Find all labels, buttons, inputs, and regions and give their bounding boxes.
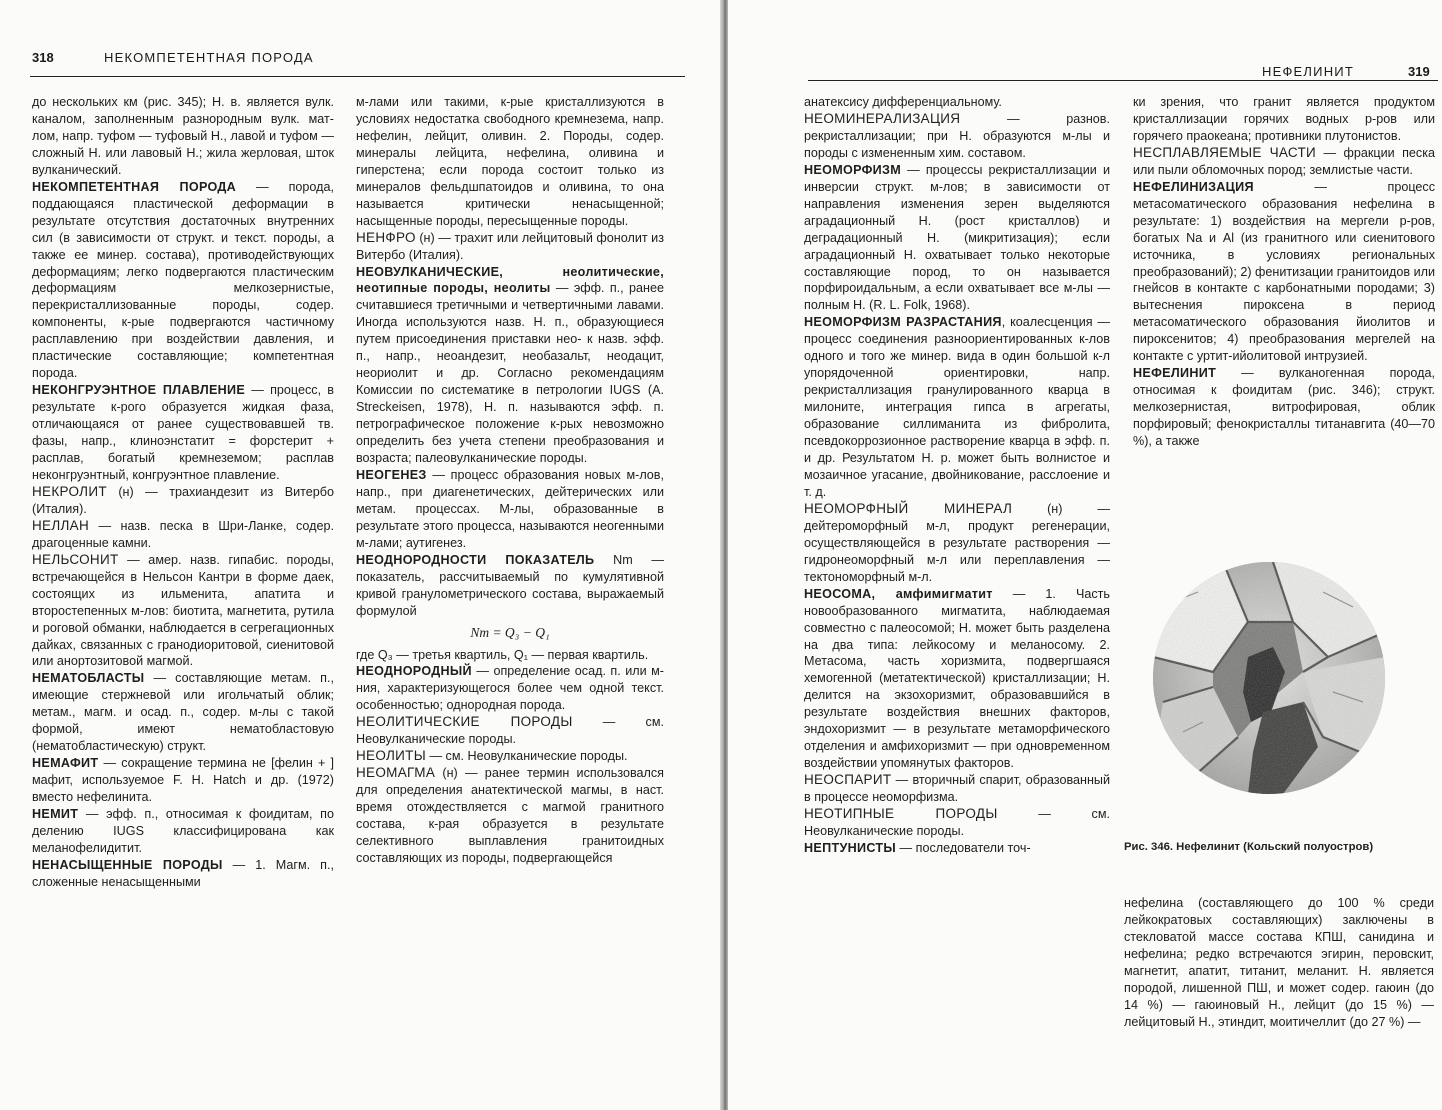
dictionary-entry [32,552,334,671]
entry-text: — разнов. рекристаллизации; при Н. образуются м-лы и породы с измененным хим. составом. [804,111,1110,160]
dictionary-entry [804,501,1110,586]
dictionary-entry [356,264,664,467]
entry-text: — составляющие метам. п., имеющие стержневой или игольчатый облик; метам., магм. и осад. п., содер. м-лы с такой формой, имеют нематобластовую (нематобластическую) структ. [32,671,334,754]
entry-headword: НЕОМОРФНЫЙ МИНЕРАЛ [804,500,1013,516]
entry-headword: НЕОГЕНЕЗ [356,467,427,482]
entry-headword: НЕЛЛАН [32,517,90,533]
dictionary-entry [804,314,1110,500]
dictionary-entry [1133,94,1435,145]
dictionary-entry [804,806,1110,840]
dictionary-entry [32,755,334,806]
dictionary-entry [804,772,1110,806]
entry-text: — 1. Магм. п., сложенные ненасыщенными [32,857,334,889]
entry-text: — 1. Часть новообразованного мигматита, наблюдаемая совместно с палеосомой; Н. может быть разделена на два типа: лейкосому и меланосому. 2. Метасома, часть хоризмита, подвергшаяся хемогенной (метатектической) кристаллизации; Н. делится на экзохоризмит, образовавшийся в результате воздействия внешних факторов, эндохоризмит — в результате метаморфического отделения и амфихоризмит — при одновременном воздействии упомянутых факторов. [804,586,1110,771]
entry-headword: НЕОМАГМА [356,765,436,781]
entry-text: (н) — дейтероморфный м-л, продукт регенерации, осуществляющейся в результате растворения — гидронеоморфный м-л или переплавления — тектономорфный м-л. [804,501,1110,584]
entry-text: — эфф. п., ранее считавшиеся третичными и четвертичными лавами. Иногда используются назв. Н. п., образующиеся путем присоединения приставки нео- к назв. эфф. п., напр., неоандезит, необазальт, неодацит, неориолит и др. Согласно рекомендациям Комиссии по систематике в петрологии IUGS (A. Streckeisen, 1978), Н. п. называются эфф. п. петрографическое положение к-рых невозможно определить без учета степени преобразования и возраста; палеовулканические породы. [356,281,664,466]
entry-headword: НЕМАТОБЛАСТЫ [32,671,145,686]
entry-headword: НЕОМИНЕРАЛИЗАЦИЯ [804,110,961,126]
header-rule [30,76,685,77]
entry-headword: НЕНФРО [356,229,416,245]
entry-headword: НЕКОНГРУЭНТНОЕ ПЛАВЛЕНИЕ [32,383,246,398]
entry-text: — порода, поддающаяся пластической деформации в результате отсутствия достаточных внутренних сил (в зависимости от структ. и текст. породы, а также ее минер. состава), противодействующих деформациям; легко подвергаются пластическим деформациям мелкозернистые, перекристаллизованные породы, содер. компоненты, к-рые подвергаются частичному расплавлению при воздействии давления, и пластические составляющие; компетентная порода. [32,179,334,381]
entry-headword: НЕОЛИТЫ [356,748,426,764]
entry-text: — см. Неовулканические породы. [356,715,665,747]
dictionary-entry [32,518,334,552]
running-title: НЕФЕЛИНИТ [1262,64,1354,79]
entry-text: — назв. песка в Шри-Ланке, содер. драгоценные камни. [32,518,334,550]
entry-headword: НЕМИТ [32,807,79,822]
entry-headword: НЕСПЛАВЛЯЕМЫЕ ЧАСТИ [1133,144,1317,160]
left-column-1 [32,94,334,891]
dictionary-entry [32,179,334,382]
entry-headword: НЕОДНОРОДНОСТИ ПОКАЗАТЕЛЬ [356,552,595,567]
dictionary-entry [1133,365,1435,450]
dictionary-entry [1133,145,1435,179]
entry-text: — процесс, в результате к-рого образуется жидкая фаза, отличающаяся от ранее существовавшей тв. фазы, напр., клиноэнстатит = форстерит + расплав, богатый кремнеземом; расплав неконгруэнтный, конгруэнтное плавление. [32,383,334,482]
entry-headword: НЕФЕЛИНИЗАЦИЯ [1133,179,1254,194]
entry-text: (н) — трахиандезит из Витербо (Италия). [32,484,334,516]
entry-text: (н) — ранее термин использовался для определения анатектической магмы, в наст. время отождествляется с магмой гранитного состава, к-рая образуется в результате селективного выплавления гранитоидных составляющих из породы, подвергающейся [356,766,664,865]
entry-text: Nm — показатель, рассчитываемый по кумулятивной кривой гранулометрического состава, выражаемый формулой [356,552,664,618]
dictionary-entry [804,94,1110,111]
entry-text: — эфф. п., относимая к фоидитам, по делению IUGS классифицирована как меланофелидитит. [32,807,334,855]
dictionary-entry [356,552,664,620]
entry-text: — сокращение термина не [фелин + ] мафит, используемое F. H. Hatch и др. (1972) вместо нефелинита. [32,756,334,805]
entry-text: — см. Неовулканические породы. [425,749,628,764]
dictionary-entry [804,840,1110,857]
dictionary-entry [356,765,664,867]
entry-text: нефелина (составляющего до 100 % среди лейкократовых составляющих) заключены в стекловатой массе состава КПШ, санидина и нефелина; редко встречаются эгирин, перовскит, магнетит, апатит, титанит, меланит. Н. является породой, лишенной ПШ, и может содер. гаюин (до 14 %) — гаюиновый Н., лейцит (до 15 %) — лейцитовый Н., этиндит, моитичеллит (до 27 %) — [1124,896,1434,1029]
dictionary-entry [804,586,1110,772]
dictionary-entry [32,806,334,857]
figure-caption: Рис. 346. Нефелинит (Кольский полуостров) [1124,841,1374,853]
formula: Nm = Q₃ − Q₁ [470,624,550,640]
entry-headword: НЕОЛИТИЧЕСКИЕ ПОРОДЫ [356,714,573,730]
dictionary-entry [356,467,664,552]
entry-text: — последователи точ- [896,840,1031,855]
entry-text: где Q₃ — третья квартиль, Q₁ — первая квартиль. [356,647,649,662]
right-column-1 [804,94,1110,857]
entry-headword: НЕОМОРФИЗМ РАЗРАСТАНИЯ [804,315,1002,330]
entry-text: (н) — трахит или лейцитовый фонолит из Витербо (Италия). [356,230,664,262]
entry-text: м-лами или такими, к-рые кристаллизуются в условиях недостатка свободного кремнезема, напр. нефелин, лейцит, оливин. 2. Породы, содер. минералы лейцита, нефелина, оливина и гиперстена; если порода состоит только из минералов фельдшпатоидов и оливина, то она называется критически ненасыщенной; насыщенные породы, пересыщенные породы. [356,95,664,228]
dictionary-entry [356,748,664,765]
entry-headword: НЕНАСЫЩЕННЫЕ ПОРОДЫ [32,857,223,872]
entry-headword: НЕОСОМА, амфимигматит [804,586,993,601]
entry-text: до нескольких км (рис. 345); Н. в. является вулк. каналом, заполненным разнородным вулк. мат-лом, напр. туфом — туфовый Н., лавой и туфом — сложный Н. или лавовый Н.; жила жерловая, шток вулканический. [32,95,334,177]
dictionary-entry [32,857,334,891]
running-title: НЕКОМПЕТЕНТНАЯ ПОРОДА [104,50,314,65]
dictionary-entry [356,94,664,230]
entry-headword: НЕФЕЛИНИТ [1133,366,1217,381]
entry-headword: НЕМАФИТ [32,756,99,771]
entry-headword: НЕЛЬСОНИТ [32,551,119,567]
right-column-2-top [1133,94,1435,450]
dictionary-entry [1124,895,1434,1031]
entry-headword: НЕПТУНИСТЫ [804,840,897,855]
dictionary-entry [1133,179,1435,365]
entry-headword: НЕОСПАРИТ [804,772,892,788]
entry-text: — вторичный спарит, образованный в процессе неоморфизма. [804,773,1110,805]
dictionary-entry [32,382,334,484]
dictionary-entry [804,162,1110,315]
micrograph-image [1153,562,1385,794]
entry-headword: НЕКОМПЕТЕНТНАЯ ПОРОДА [32,179,237,194]
nefelinite-photo [1153,562,1385,794]
dictionary-entry [32,484,334,518]
dictionary-entry [356,647,664,664]
entry-text: — процесс метасоматического образования нефелина в результате: 1) воздействия на мергели р-ров, богатых Na и Al (из гранитного или сиенитового источника, в условиях региональных преобразований); 2) фенитизации гранитоидов или гнейсов в контакте с карбонатными породами; 3) вытеснения пироксена в период метасоматического образования йиолитов и пироксенитов; 4) преобразования мергелей на контакте с уртит-ийолитовой интрузией. [1133,179,1435,364]
entry-text: — определение осад. п. или м-ния, характеризующегося более чем одной текст. особенностью; однородная порода. [356,664,664,713]
dictionary-entry [356,663,664,714]
entry-text: — процесс образования новых м-лов, напр., при диагенетических, дейтерических или метам. процессах. М-лы, образованные в результате этого процесса, называются неогенными м-лами; аутигенез. [356,467,664,550]
entry-text: — см. Неовулканические породы. [804,807,1111,838]
right-column-2-bottom [1124,895,1434,1031]
entry-text: — фракции песка или пыли обломочных пород; землистые части. [1133,145,1435,177]
page-number: 319 [1408,64,1430,79]
dictionary-entry [32,670,334,755]
entry-text: , коалесценция — процесс соединения разноориентированных к-лов одного и того же минер. вида в один большой к-л упорядоченной ориентировки, напр. рекристаллизация гранулированного кварца в милоните, интеграция гипса в агрегаты, образование силлиманита из фибролита, псевдокоррозионное растворение кварца в эфф. п. и др. Результатом Н. р. может быть волнистое и мозаичное угасание, двойникование, расслоение и т. д. [804,315,1110,499]
entry-text: анатексису дифференциальному. [804,95,1002,109]
entry-headword: НЕОДНОРОДНЫЙ [356,664,472,679]
entry-headword: НЕОТИПНЫЕ ПОРОДЫ [804,806,998,822]
left-column-2 [356,94,664,867]
entry-headword: НЕОМОРФИЗМ [804,162,901,177]
entry-text: — процессы рекристаллизации и инверсии структ. м-лов; в зависимости от направления изменения зерен выделяются аградационный Н. (рост кристаллов) и деградационный Н. (микритизация); если аградационный Н. охватывает только некоторые составляющие пород, то он называется порфироидальным, а если охватывает все м-лы — полным Н. (R. L. Folk, 1968). [804,162,1110,313]
dictionary-entry [804,111,1110,162]
dictionary-entry [356,714,664,748]
header-rule [808,80,1438,81]
entry-text: ки зрения, что гранит является продуктом кристаллизации горячих водных р-ров или горячего праокеана; противники плутонистов. [1133,95,1435,143]
entry-headword: НЕКРОЛИТ [32,483,107,499]
entry-text: — амер. назв. гипабис. породы, встречающейся в Нельсон Кантри в форме даек, состоящих из ильменита, апатита и второстепенных м-лов: биотита, магнетита, рутила и роговой обманки, наблюдается в сегрегационных дайках, связанных с гранодиоритовой, сиенитовой или анортозитовой магмой. [32,552,334,669]
entry-headword: НЕОВУЛКАНИЧЕСКИЕ, неолитические, неотипные породы, неолиты [356,264,664,296]
page-number: 318 [32,50,54,65]
dictionary-entry [32,94,334,179]
entry-text: — вулканогенная порода, относимая к фоидитам (рис. 346); структ. мелкозернистая, витрофировая, облик порфировый; фенокристаллы титанавгита (40—70 %), а также [1133,366,1435,449]
dictionary-entry [356,230,664,264]
